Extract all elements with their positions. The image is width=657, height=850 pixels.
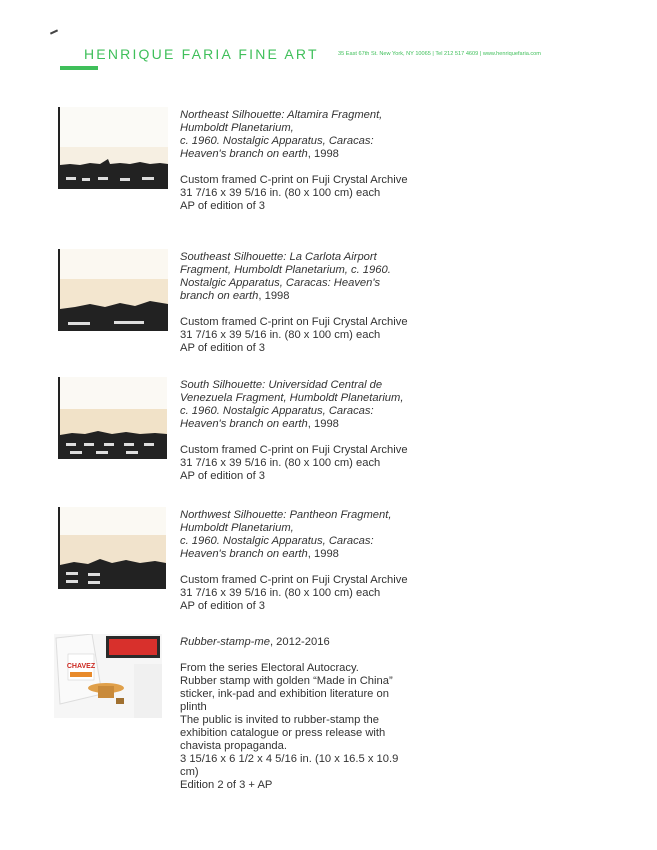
artwork-title: Northeast Silhouette: Altamira Fragment, Humboldt Planetarium, c. 1960. Nostalgic Apparatus, Caracas: Heaven's branch on earth, 1998 (180, 109, 383, 160)
artwork-medium: Rubber stamp with golden “Made in China” (180, 675, 393, 687)
chavez-sticker-text: CHAVEZ (66, 663, 96, 670)
artwork-description: chavista propaganda. (180, 740, 287, 752)
artwork-edition: Edition 2 of 3 + AP (180, 779, 273, 791)
artwork-edition: AP of edition of 3 (180, 470, 266, 482)
artwork-photo (54, 634, 162, 718)
artwork-edition: AP of edition of 3 (180, 200, 266, 212)
artwork-medium: Custom framed C-print on Fuji Crystal Archive (180, 574, 408, 586)
artwork-description: exhibition catalogue or press release with (180, 727, 386, 739)
artwork-medium: plinth (180, 701, 207, 713)
artwork-medium: sticker, ink-pad and exhibition literature on (180, 688, 389, 700)
artwork-dimensions: cm) (180, 766, 199, 778)
artwork-image (58, 507, 166, 589)
artwork-dimensions: 31 7/16 x 39 5/16 in. (80 x 100 cm) each (180, 329, 381, 341)
artwork-medium: Custom framed C-print on Fuji Crystal Archive (180, 174, 408, 186)
artwork-medium: Custom framed C-print on Fuji Crystal Archive (180, 444, 408, 456)
artwork-year: , 1998 (307, 548, 339, 560)
header-accent-bar (60, 66, 98, 70)
artwork-description: The public is invited to rubber-stamp the (180, 714, 379, 726)
artwork-dimensions: 31 7/16 x 39 5/16 in. (80 x 100 cm) each (180, 187, 381, 199)
artwork-edition: AP of edition of 3 (180, 342, 266, 354)
artwork-title: Southeast Silhouette: La Carlota Airport Fragment, Humboldt Planetarium, c. 1960. Nostalgic Apparatus, Caracas: Heaven's branch on earth, 1998 (180, 251, 391, 302)
artwork-year: , 1998 (307, 418, 339, 430)
artwork-image (58, 377, 167, 459)
artwork-text (180, 251, 420, 355)
artwork-dimensions: 3 15/16 x 6 1/2 x 4 5/16 in. (10 x 16.5 x 10.9 (180, 753, 399, 765)
artwork-edition: AP of edition of 3 (180, 600, 266, 612)
artwork-image (58, 107, 168, 189)
artwork-year: , 1998 (258, 290, 290, 302)
artwork-text (180, 109, 420, 213)
artwork-year: , 1998 (307, 148, 339, 160)
artwork-text (180, 379, 420, 483)
artwork-series: From the series Electoral Autocracy. (180, 662, 359, 674)
gallery-address: 35 East 67th St. New York, NY 10065 | Tel 212 517 4609 | www.henriquefaria.com (338, 51, 541, 57)
artwork-title: Rubber-stamp-me, 2012-2016 (180, 636, 330, 648)
artwork-text (180, 636, 420, 792)
gallery-name: HENRIQUE FARIA FINE ART (84, 46, 319, 62)
artwork-dimensions: 31 7/16 x 39 5/16 in. (80 x 100 cm) each (180, 587, 381, 599)
artwork-medium: Custom framed C-print on Fuji Crystal Archive (180, 316, 408, 328)
artwork-title: Northwest Silhouette: Pantheon Fragment, Humboldt Planetarium, c. 1960. Nostalgic Apparatus, Caracas: Heaven's branch on earth, 1998 (180, 509, 392, 560)
artwork-year: , 2012-2016 (269, 636, 330, 648)
artwork-image (58, 249, 168, 331)
artwork-title: South Silhouette: Universidad Central de Venezuela Fragment, Humboldt Planetarium, c. 1960. Nostalgic Apparatus, Caracas: Heaven's branch on earth, 1998 (180, 379, 404, 430)
artwork-dimensions: 31 7/16 x 39 5/16 in. (80 x 100 cm) each (180, 457, 381, 469)
artwork-text (180, 509, 420, 613)
stray-pen-mark (50, 29, 58, 34)
